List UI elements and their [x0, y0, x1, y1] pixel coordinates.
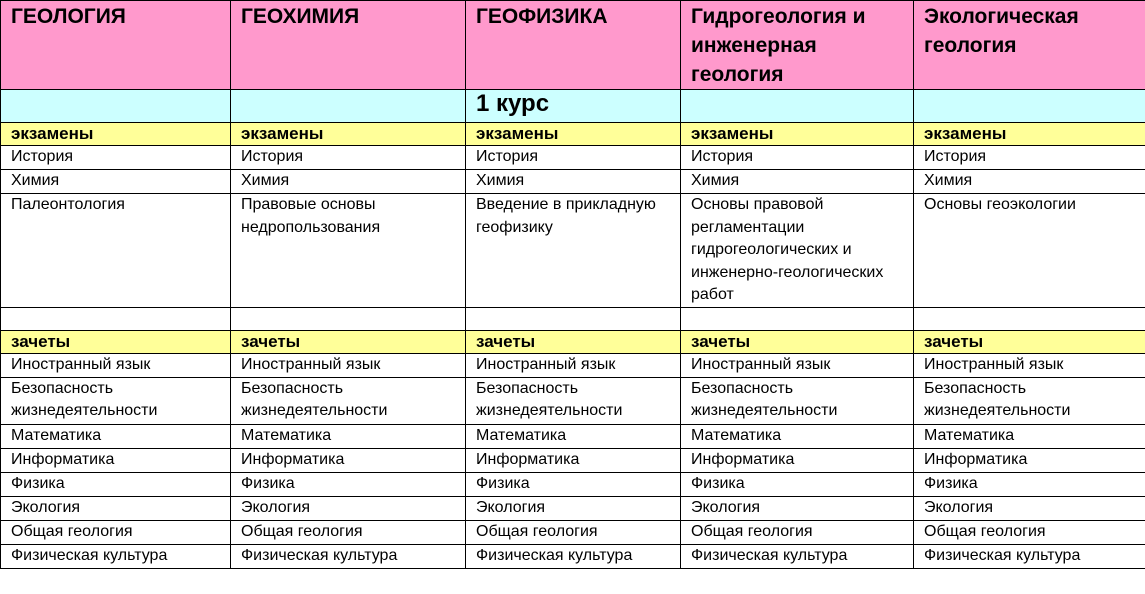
table-cell: Физическая культура: [914, 545, 1145, 569]
table-cell: Физика: [231, 473, 466, 497]
table-cell: Информатика: [466, 449, 681, 473]
table-cell: Математика: [231, 425, 466, 449]
spacer-row: [1, 308, 1145, 331]
table-cell: Химия: [1, 170, 231, 194]
table-cell: Правовые основы недропользования: [231, 194, 466, 308]
table-cell: Физика: [914, 473, 1145, 497]
credits-label: зачеты: [681, 331, 914, 354]
table-cell: Иностранный язык: [914, 354, 1145, 378]
table-cell: История: [681, 146, 914, 170]
empty-cell: [914, 308, 1145, 331]
table-cell: Иностранный язык: [231, 354, 466, 378]
table-row: [1, 473, 1145, 497]
credits-label: зачеты: [914, 331, 1145, 354]
table-row: [1, 146, 1145, 170]
table-cell: Иностранный язык: [466, 354, 681, 378]
table-cell: Палеонтология: [1, 194, 231, 308]
table-cell: Химия: [231, 170, 466, 194]
table-cell: История: [1, 146, 231, 170]
table-row: [1, 497, 1145, 521]
table-cell: Химия: [914, 170, 1145, 194]
exams-label: экзамены: [1, 123, 231, 146]
table-cell: Общая геология: [681, 521, 914, 545]
table-row: [1, 449, 1145, 473]
table-cell: Безопасность жизнедеятельности: [914, 378, 1145, 425]
table-cell: Экология: [914, 497, 1145, 521]
table-cell: Безопасность жизнедеятельности: [231, 378, 466, 425]
table-cell: Безопасность жизнедеятельности: [466, 378, 681, 425]
table-cell: Безопасность жизнедеятельности: [681, 378, 914, 425]
table-row: [1, 170, 1145, 194]
header-geochemistry: ГЕОХИМИЯ: [231, 1, 466, 90]
table-cell: Экология: [681, 497, 914, 521]
table-cell: Химия: [681, 170, 914, 194]
table-cell: Физическая культура: [231, 545, 466, 569]
course-cell-empty: [231, 90, 466, 123]
table-cell: Математика: [466, 425, 681, 449]
header-geophysics: ГЕОФИЗИКА: [466, 1, 681, 90]
table-cell: Общая геология: [231, 521, 466, 545]
empty-cell: [231, 308, 466, 331]
course-cell-empty: [1, 90, 231, 123]
course-cell-empty: [914, 90, 1145, 123]
table-cell: Информатика: [1, 449, 231, 473]
course-label: 1 курс: [476, 90, 550, 118]
exams-label: экзамены: [914, 123, 1145, 146]
table-row: [1, 354, 1145, 378]
table-row: [1, 425, 1145, 449]
table-cell: Экология: [466, 497, 681, 521]
credits-label: зачеты: [466, 331, 681, 354]
table-cell: Экология: [231, 497, 466, 521]
credits-section-row: [1, 331, 1145, 354]
header-geology: ГЕОЛОГИЯ: [1, 1, 231, 90]
credits-label: зачеты: [231, 331, 466, 354]
header-ecological-geology: Экологическая геология: [914, 1, 1145, 90]
credits-label: зачеты: [1, 331, 231, 354]
exams-label: экзамены: [681, 123, 914, 146]
exams-section-row: [1, 123, 1145, 146]
table-cell: Информатика: [681, 449, 914, 473]
empty-cell: [681, 308, 914, 331]
table-cell: Физика: [1, 473, 231, 497]
table-cell: Физика: [466, 473, 681, 497]
table-cell: Иностранный язык: [681, 354, 914, 378]
table-row: [1, 545, 1145, 569]
exams-label: экзамены: [466, 123, 681, 146]
table-cell: Математика: [681, 425, 914, 449]
table-cell: Экология: [1, 497, 231, 521]
course-row: [1, 90, 1145, 123]
table-cell: Информатика: [231, 449, 466, 473]
table-cell: Введение в прикладную геофизику: [466, 194, 681, 308]
table-cell: Общая геология: [1, 521, 231, 545]
table-cell: Математика: [914, 425, 1145, 449]
table-row: [1, 521, 1145, 545]
course-cell: [466, 90, 681, 123]
table-cell: Физическая культура: [466, 545, 681, 569]
table-cell: История: [466, 146, 681, 170]
table-cell: История: [914, 146, 1145, 170]
table-cell: Иностранный язык: [1, 354, 231, 378]
exams-label: экзамены: [231, 123, 466, 146]
course-cell-empty: [681, 90, 914, 123]
table-cell: Математика: [1, 425, 231, 449]
table-cell: Химия: [466, 170, 681, 194]
table-cell: История: [231, 146, 466, 170]
table-cell: Безопасность жизнедеятельности: [1, 378, 231, 425]
table-cell: Физическая культура: [681, 545, 914, 569]
table-cell: Основы правовой регламентации гидрогеологических и инженерно-геологических работ: [681, 194, 914, 308]
table-cell: Физическая культура: [1, 545, 231, 569]
table-row: [1, 378, 1145, 425]
table-cell: Общая геология: [466, 521, 681, 545]
header-row: [1, 1, 1145, 90]
table-cell: Информатика: [914, 449, 1145, 473]
table-cell: Основы геоэкологии: [914, 194, 1145, 308]
empty-cell: [1, 308, 231, 331]
table-row: [1, 194, 1145, 308]
empty-cell: [466, 308, 681, 331]
header-hydrogeology: Гидрогеология и инженерная геология: [681, 1, 914, 90]
table-cell: Общая геология: [914, 521, 1145, 545]
table-cell: Физика: [681, 473, 914, 497]
